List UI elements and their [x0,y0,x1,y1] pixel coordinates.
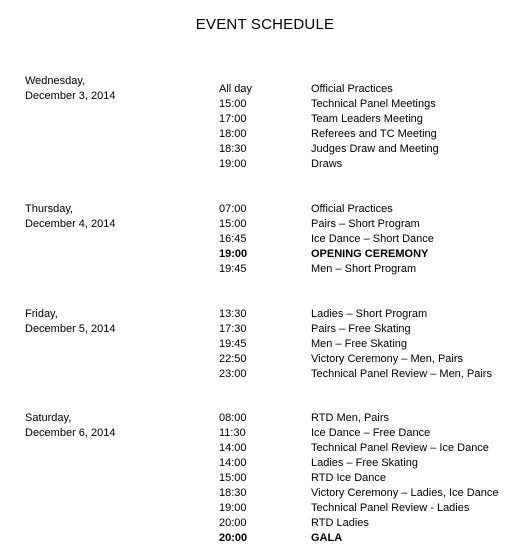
event-name: Technical Panel Review – Men, Pairs [311,368,492,380]
event-row [0,82,530,97]
event-row [0,516,530,531]
event-name: Official Practices [311,83,393,95]
event-time: 07:00 [219,203,247,215]
event-name: Pairs – Short Program [311,218,420,230]
event-name: Technical Panel Review - Ladies [311,502,470,514]
event-row-opening-ceremony [0,247,530,262]
event-name: Ice Dance – Short Dance [311,233,434,245]
page-title: EVENT SCHEDULE [195,16,335,33]
event-row [0,426,530,441]
event-row [0,352,530,367]
event-time: 15:00 [219,98,247,110]
day-name: Wednesday, [25,75,86,87]
event-name: Victory Ceremony – Ladies, Ice Dance [311,487,499,499]
event-name: Technical Panel Meetings [311,98,436,110]
event-time: 14:00 [219,442,247,454]
event-row [0,202,530,217]
event-time: 19:45 [219,263,247,275]
event-name: RTD Ladies [311,517,369,529]
day-date: December 4, 2014 [25,218,116,230]
event-time: 17:00 [219,113,247,125]
event-name: Draws [311,158,343,170]
event-name: Technical Panel Review – Ice Dance [311,442,489,454]
event-name: Team Leaders Meeting [311,113,423,125]
event-row [0,411,530,426]
event-list [0,82,530,172]
event-time: 15:00 [219,472,247,484]
event-time: 16:45 [219,233,247,245]
event-row [0,262,530,277]
event-time: 18:30 [219,143,247,155]
event-time: 18:30 [219,487,247,499]
event-name: Pairs – Free Skating [311,323,411,335]
event-time: 13:30 [219,308,247,320]
event-time: 20:00 [219,517,247,529]
day-name: Thursday, [25,203,74,215]
event-row [0,232,530,247]
event-row [0,307,530,322]
event-row [0,367,530,382]
event-name: RTD Men, Pairs [311,412,390,424]
event-name: OPENING CEREMONY [311,248,429,260]
event-list [0,202,530,277]
event-list [0,307,530,382]
day-name: Friday, [25,308,58,320]
event-row [0,501,530,516]
day-date: December 6, 2014 [25,427,116,439]
event-time: 18:00 [219,128,247,140]
event-name: Victory Ceremony – Men, Pairs [311,353,464,365]
event-row [0,142,530,157]
event-time: 17:30 [219,323,247,335]
day-date: December 5, 2014 [25,323,116,335]
event-row [0,471,530,486]
event-time: 08:00 [219,412,247,424]
event-row [0,486,530,501]
event-name: Official Practices [311,203,393,215]
event-name: Ladies – Short Program [311,308,428,320]
event-name: Judges Draw and Meeting [311,143,439,155]
event-row [0,337,530,352]
event-time: 15:00 [219,218,247,230]
event-name: GALA [311,532,343,544]
event-time: All day [219,83,253,95]
event-row [0,322,530,337]
event-time: 22:50 [219,353,247,365]
event-time: 14:00 [219,457,247,469]
day-date: December 3, 2014 [25,90,116,102]
event-time: 19:00 [219,248,248,260]
day-name: Saturday, [25,412,72,424]
event-row [0,127,530,142]
event-name: Ice Dance – Free Dance [311,427,431,439]
event-row [0,112,530,127]
event-row [0,456,530,471]
event-time: 20:00 [219,532,248,544]
event-name: Referees and TC Meeting [311,128,437,140]
event-row [0,441,530,456]
event-name: Men – Free Skating [311,338,407,350]
event-name: Men – Short Program [311,263,417,275]
event-name: Ladies – Free Skating [311,457,419,469]
event-time: 23:00 [219,368,247,380]
event-row-gala [0,531,530,546]
event-time: 11:30 [219,427,246,439]
event-row [0,157,530,172]
event-row [0,97,530,112]
event-name: RTD Ice Dance [311,472,386,484]
event-row [0,217,530,232]
event-time: 19:00 [219,158,247,170]
event-list [0,411,530,546]
event-time: 19:45 [219,338,247,350]
event-time: 19:00 [219,502,247,514]
